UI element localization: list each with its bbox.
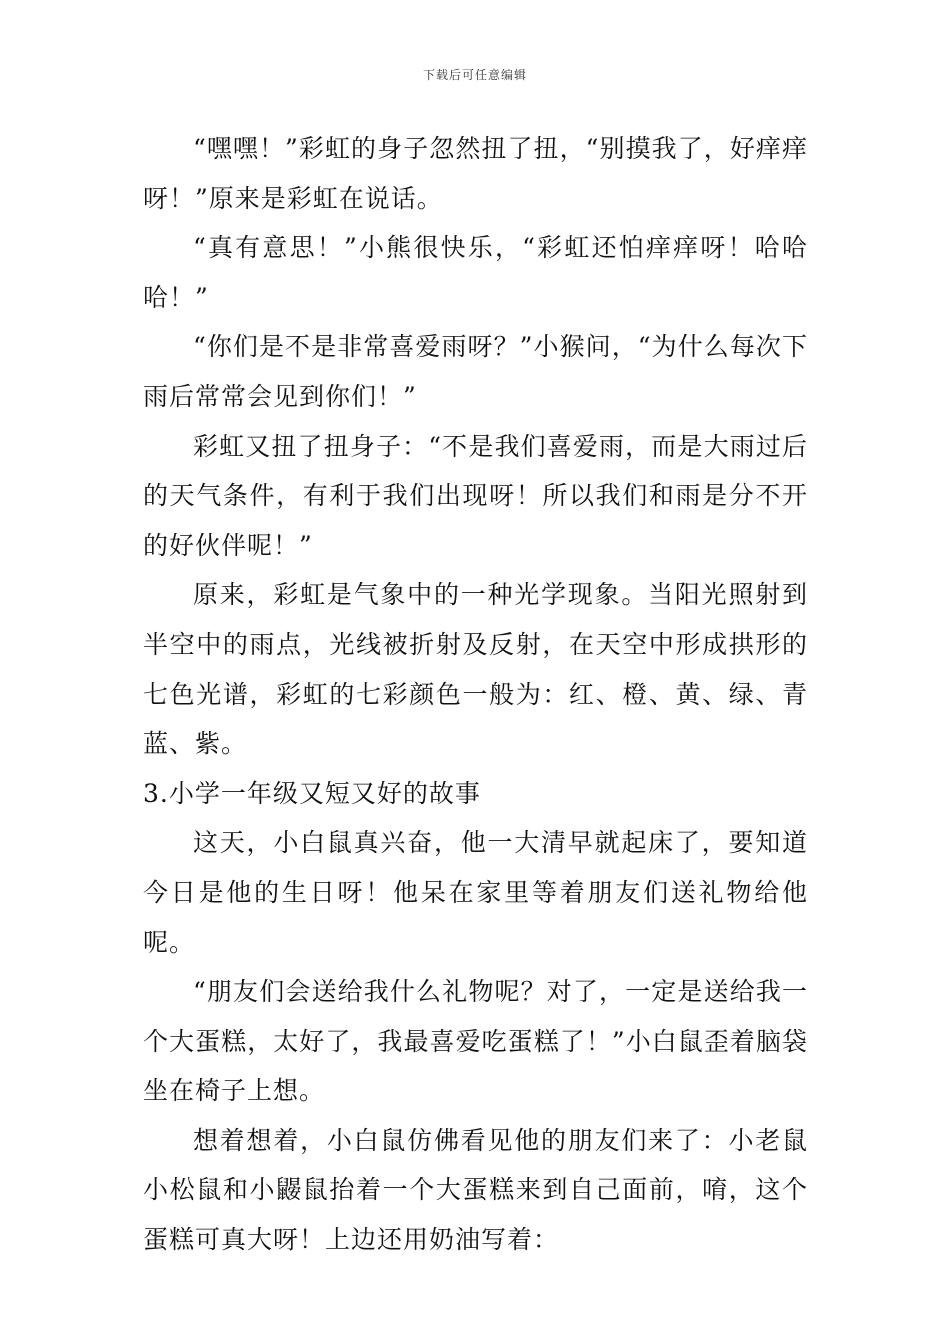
paragraph: 这天，小白鼠真兴奋，他一大清早就起床了，要知道今日是他的生日呀！他呆在家里等着朋友们送礼物给他呢。 <box>143 828 808 957</box>
paragraph: 想着想着，小白鼠仿佛看见他的朋友们来了：小老鼠小松鼠和小鼹鼠抬着一个大蛋糕来到自己面前，唷，这个蛋糕可真大呀！上边还用奶油写着： <box>143 1125 808 1255</box>
paragraph: 原来，彩虹是气象中的一种光学现象。当阳光照射到半空中的雨点，光线被折射及反射，在天空中形成拱形的七色光谱，彩虹的七彩颜色一般为：红、橙、黄、绿、青蓝、紫。 <box>143 580 808 759</box>
section-heading: 3.小学一年级又短又好的故事 <box>143 778 481 808</box>
paragraph: “真有意思！”小熊很快乐，“彩虹还怕痒痒呀！哈哈哈！” <box>143 233 808 312</box>
paragraph: 彩虹又扭了扭身子：“不是我们喜爱雨，而是大雨过后的天气条件，有利于我们出现呀！所以我们和雨是分不开的好伙伴呢！” <box>143 431 808 560</box>
document-body <box>143 124 808 1265</box>
paragraph: “朋友们会送给我什么礼物呢？对了，一定是送给我一个大蛋糕，太好了，我最喜爱吃蛋糕了！”小白鼠歪着脑袋坐在椅子上想。 <box>143 977 808 1106</box>
paragraph: “嘿嘿！”彩虹的身子忽然扭了扭，“别摸我了，好痒痒呀！”原来是彩虹在说话。 <box>143 134 808 213</box>
page-header: 下载后可任意编辑 <box>422 68 527 82</box>
paragraph: “你们是不是非常喜爱雨呀？”小猴问，“为什么每次下雨后常常会见到你们！” <box>143 332 808 411</box>
